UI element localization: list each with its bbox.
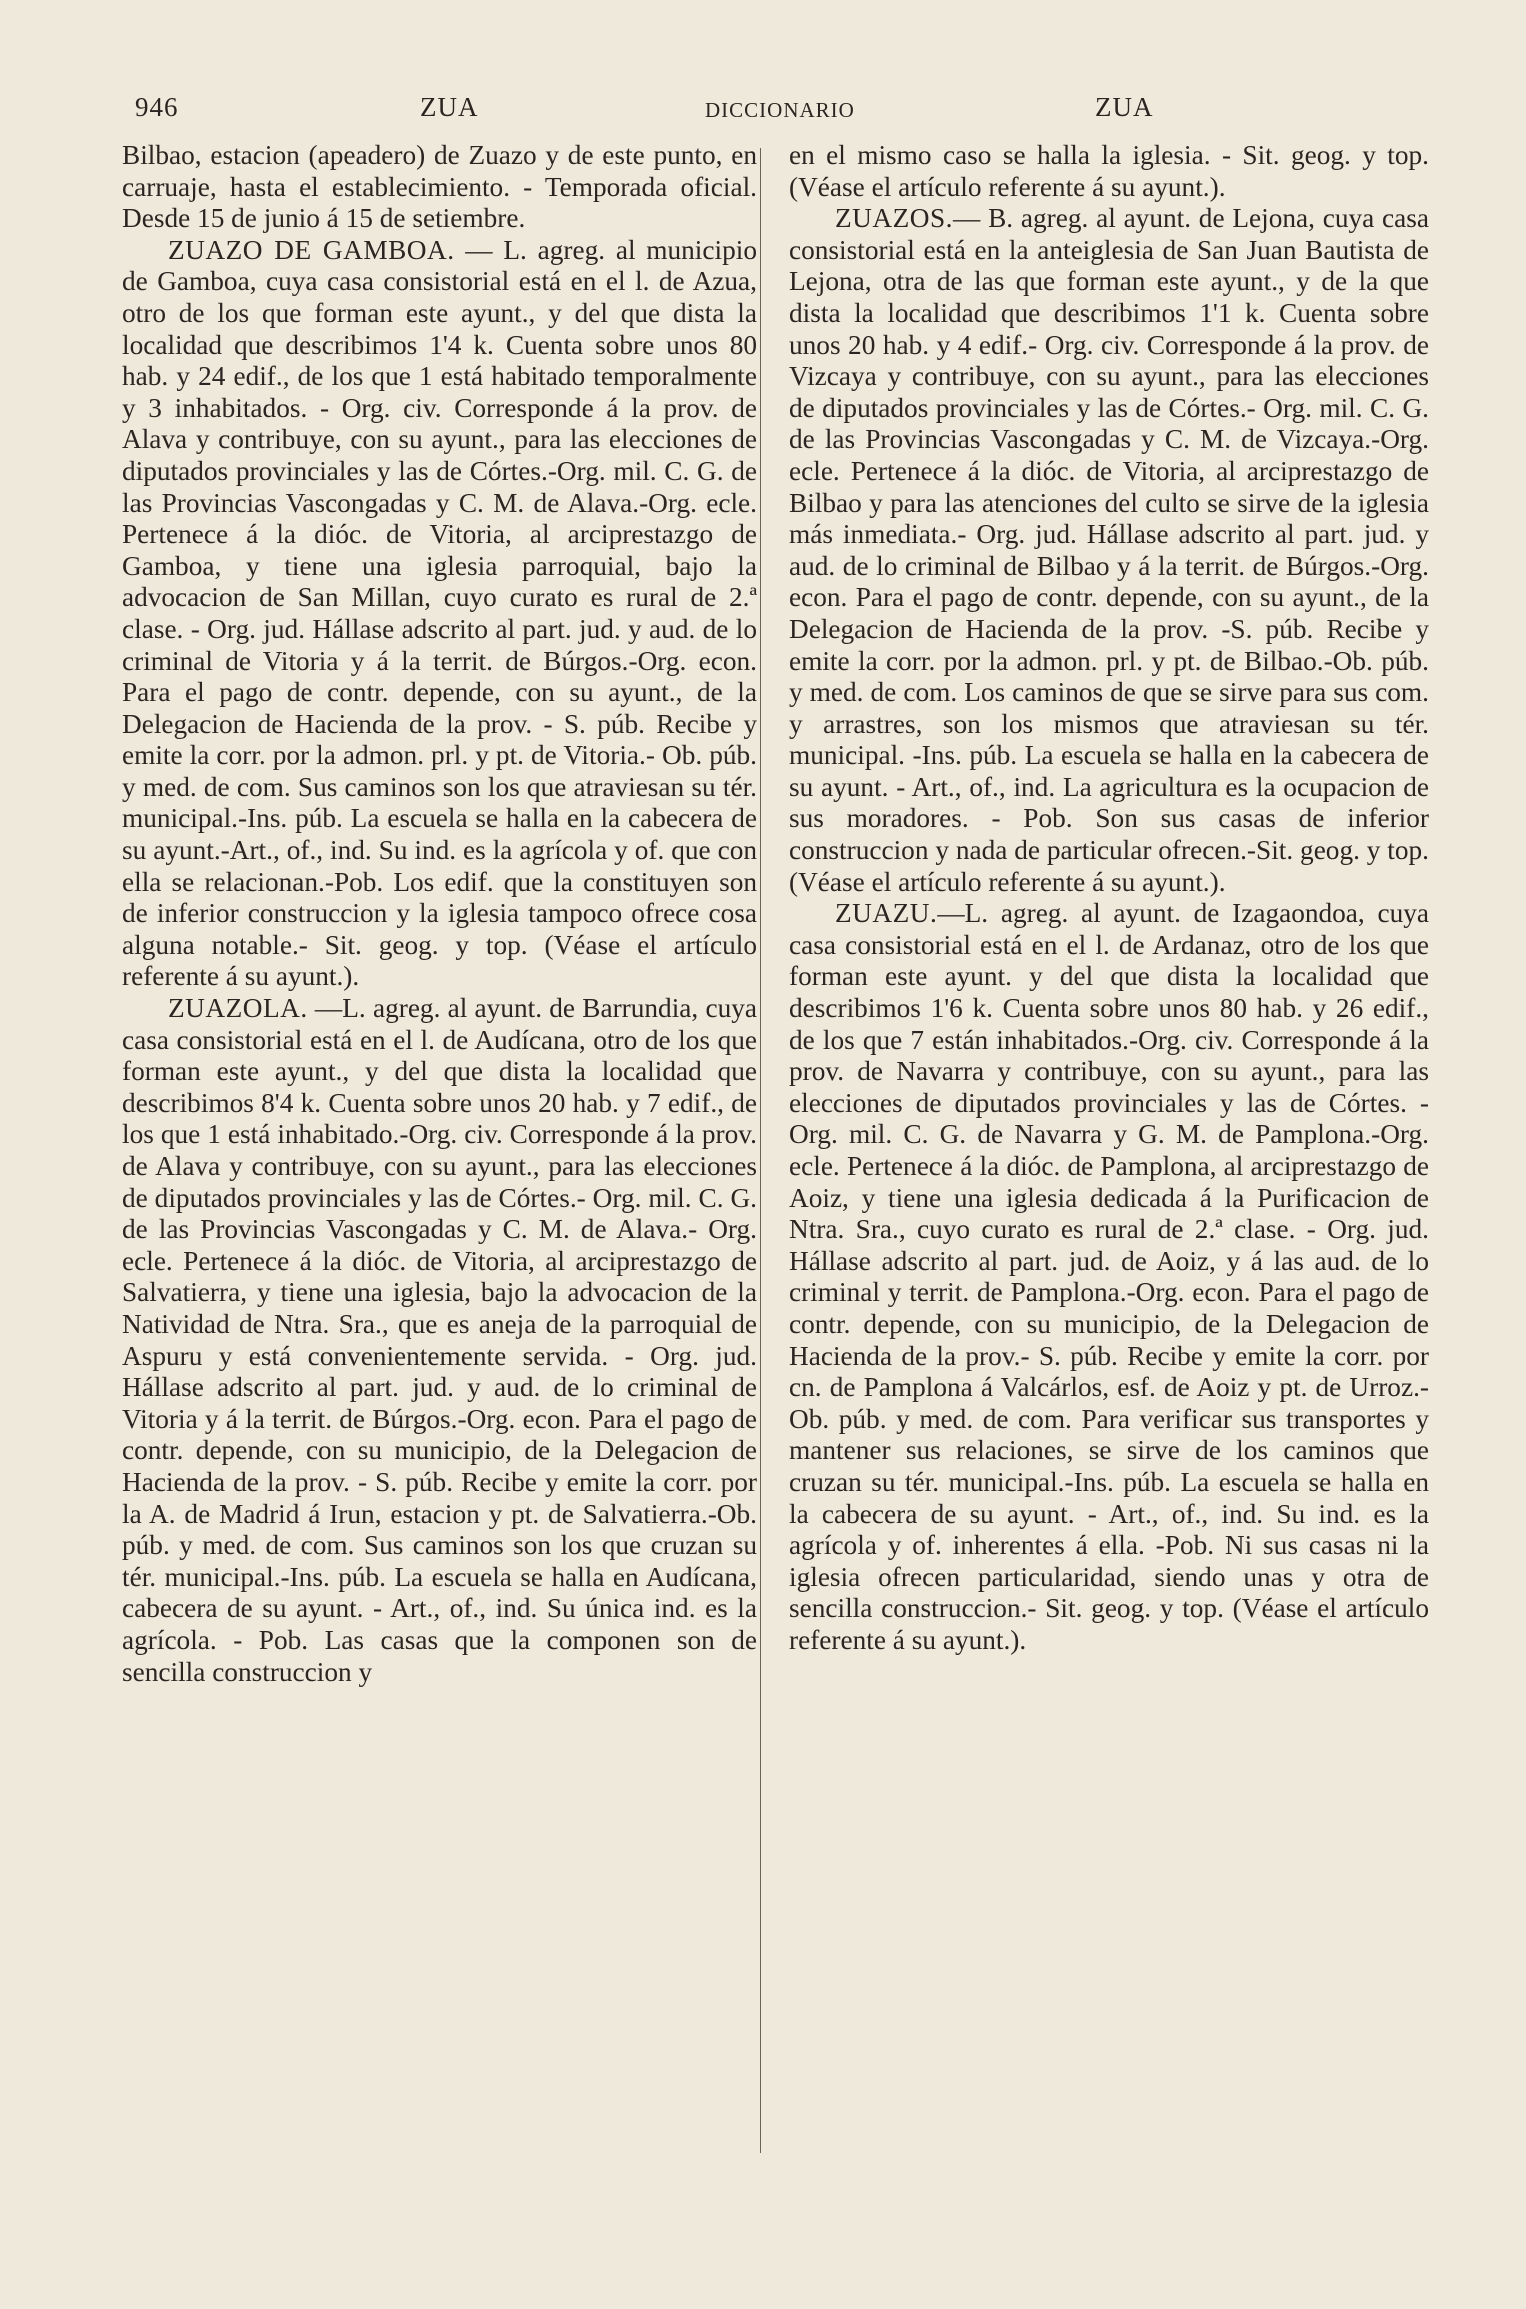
entry-text: en el mismo caso se halla la iglesia. - Sit. geog. y top. (Véase el artículo referente á su ayunt.). [789, 140, 1429, 202]
entry-text: —L. agreg. al ayunt. de Barrundia, cuya casa consistorial está en el l. de Audícana, otro de los que forman este ayunt., y del que dista la localidad que describimos 8'4 k. Cuenta sobre unos 20 hab. y 7 edif., de los que 1 está inhabitado.-Org. civ. Corresponde á la prov. de Alava y contribuye, con su ayunt., para las elecciones de diputados provinciales y las de Córtes.- Org. mil. C. G. de las Provincias Vascongadas y C. M. de Alava.- Org. ecle. Pertenece á la dióc. de Vitoria, al arciprestazgo de Salvatierra, y tiene una iglesia, bajo la advocacion de la Natividad de Ntra. Sra., que es aneja de la parroquial de Aspuru y está convenientemente servida. - Org. jud. Hállase adscrito al part. jud. y aud. de lo criminal de Vitoria y á la territ. de Búrgos.-Org. econ. Para el pago de contr. depende, con su municipio, de la Delegacion de Hacienda de la prov. - S. púb. Recibe y emite la corr. por la A. de Madrid á Irun, estacion y pt. de Salvatierra.-Ob. púb. y med. de com. Sus caminos son los que cruzan su tér. municipal.-Ins. púb. La escuela se halla en Audícana, cabecera de su ayunt. - Art., of., ind. Su única ind. es la agrícola. - Pob. Las casas que la componen son de sencilla construccion y [122, 993, 757, 1687]
entry-text: Bilbao, estacion (apeadero) de Zuazo y de este punto, en carruaje, hasta el establecimiento. - Temporada oficial. Desde 15 de junio á 15 de setiembre. [122, 140, 757, 234]
entry-headword: ZUAZU. [835, 898, 938, 929]
entry-text: — B. agreg. al ayunt. de Lejona, cuya casa consistorial está en la anteiglesia de San Juan Bautista de Lejona, otra de las que forman este ayunt., y de la que dista la localidad que describimos 1'1 k. Cuenta sobre unos 20 hab. y 4 edif.- Org. civ. Corresponde á la prov. de Vizcaya y contribuye, con su ayunt., para las elecciones de diputados provinciales y las de Córtes.- Org. mil. C. G. de las Provincias Vascongadas y C. M. de Vizcaya.-Org. ecle. Pertenece á la dióc. de Vitoria, al arciprestazgo de Bilbao y para las atenciones del culto se sirve de la iglesia más inmediata.- Org. jud. Hállase adscrito al part. jud. y aud. de lo criminal de Bilbao y á la territ. de Búrgos.-Org. econ. Para el pago de contr. depende, con su ayunt., de la Delegacion de Hacienda de la prov. -S. púb. Recibe y emite la corr. por la admon. prl. y pt. de Bilbao.-Ob. púb. y med. de com. Los caminos de que se sirve para sus com. y arrastres, son los mismos que atraviesan su tér. municipal. -Ins. púb. La escuela se halla en la cabecera de su ayunt. - Art., of., ind. La agricultura es la ocupacion de sus moradores. - Pob. Son sus casas de inferior construccion y nada de particular ofrecen.-Sit. geog. y top. (Véase el artículo referente á su ayunt.). [789, 203, 1429, 897]
entry-headword: ZUAZOS. [835, 203, 953, 234]
entry-continuation [789, 140, 1429, 203]
entry-headword: ZUAZO DE GAMBOA. [168, 234, 455, 265]
entry-text: —L. agreg. al ayunt. de Izagaondoa, cuya casa consistorial está en el l. de Ardanaz, otro de los que forman este ayunt. y del que dista la localidad que describimos 1'6 k. Cuenta sobre unos 80 hab. y 26 edif., de los que 7 están inhabitados.-Org. civ. Corresponde á la prov. de Navarra y contribuye, con su ayunt., para las elecciones de diputados provinciales y las de Córtes. - Org. mil. C. G. de Navarra y G. M. de Pamplona.-Org. ecle. Pertenece á la dióc. de Pamplona, al arciprestazgo de Aoiz, y tiene una iglesia dedicada á la Purificacion de Ntra. Sra., cuyo curato es rural de 2.ª clase. - Org. jud. Hállase adscrito al part. jud. de Aoiz, y á las aud. de lo criminal y territ. de Pamplona.-Org. econ. Para el pago de contr. depende, con su municipio, de la Delegacion de Hacienda de la prov.- S. púb. Recibe y emite la corr. por cn. de Pamplona á Valcárlos, esf. de Aoiz y pt. de Urroz.-Ob. púb. y med. de com. Para verificar sus transportes y mantener sus relaciones, se sirve de los caminos que cruzan su tér. municipal.-Ins. púb. La escuela se halla en la cabecera de su ayunt. - Art., of., ind. Su ind. es la agrícola y of. inherentes á ella. -Pob. Ni sus casas ni la iglesia ofrecen particularidad, siendo unas y otra de sencilla construccion.- Sit. geog. y top. (Véase el artículo referente á su ayunt.). [789, 898, 1429, 1655]
page-title: DICCIONARIO [705, 98, 855, 122]
entry-zuazu [789, 898, 1429, 1656]
running-header [130, 92, 1420, 132]
entry-zuazo-de-gamboa [122, 235, 757, 993]
right-column [789, 140, 1429, 1657]
entry-zuazos [789, 203, 1429, 898]
right-keyword: ZUA [1095, 92, 1154, 122]
entry-continuation [122, 140, 757, 235]
left-keyword: ZUA [420, 92, 479, 122]
entry-text: — L. agreg. al municipio de Gamboa, cuya casa consistorial está en el l. de Azua, otro de los que forman este ayunt., y del que dista la localidad que describimos 1'4 k. Cuenta sobre unos 80 hab. y 24 edif., de los que 1 está habitado temporalmente y 3 inhabitados. - Org. civ. Corresponde á la prov. de Alava y contribuye, con su ayunt., para las elecciones de diputados provinciales y las de Córtes.-Org. mil. C. G. de las Provincias Vascongadas y C. M. de Alava.-Org. ecle. Pertenece á la dióc. de Vitoria, al arciprestazgo de Gamboa, y tiene una iglesia parroquial, bajo la advocacion de San Millan, cuyo curato es rural de 2.ª clase. - Org. jud. Hállase adscrito al part. jud. y aud. de lo criminal de Vitoria y á la territ. de Búrgos.-Org. econ. Para el pago de contr. depende, con su ayunt., de la Delegacion de Hacienda de la prov. - S. púb. Recibe y emite la corr. por la admon. prl. y pt. de Vitoria.- Ob. púb. y med. de com. Sus caminos son los que atraviesan su tér. municipal.-Ins. púb. La escuela se halla en la cabecera de su ayunt.-Art., of., ind. Su ind. es la agrícola y of. que con ella se relacionan.-Pob. Los edif. que la constituyen son de inferior construccion y la iglesia tampoco ofrece cosa alguna notable.- Sit. geog. y top. (Véase el artículo referente á su ayunt.). [122, 234, 757, 992]
entry-zuazola [122, 993, 757, 1688]
left-column [122, 140, 757, 1688]
entry-headword: ZUAZOLA. [168, 993, 308, 1024]
column-divider [760, 148, 761, 2153]
page-number: 946 [135, 92, 179, 122]
